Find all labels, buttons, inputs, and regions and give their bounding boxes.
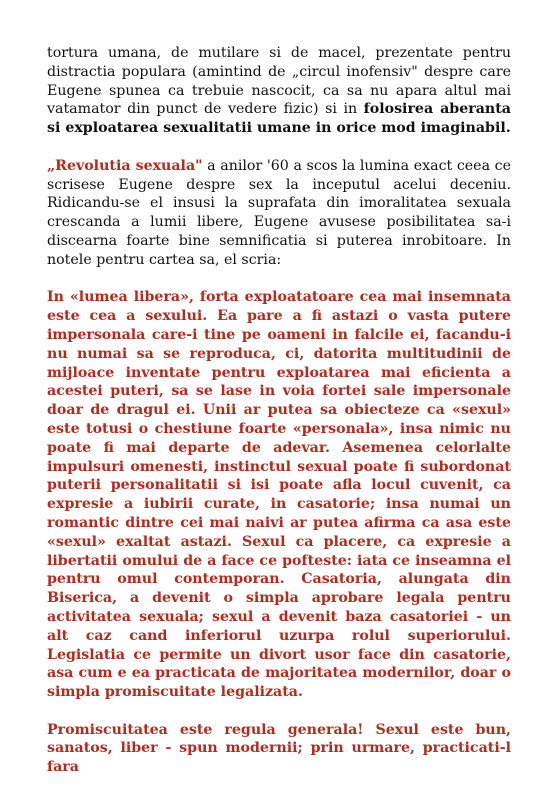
paragraph-2 (47, 157, 511, 270)
quote-paragraph-2: Promiscuitatea este regula generala! Sexul este bun, sanatos, liber - spun modernii; prin urmare, practicati-l fara (47, 721, 511, 776)
paragraph-1 (47, 44, 511, 138)
paragraph-2-text: a anilor '60 a scos la lumina exact ceea ce scrisese Eugene despre sex la inceputul acelui deceniu. Ridicandu-se el insusi la suprafata din imoralitatea sexuala crescanda a lumii libere, Eugene avusese posibilitatea sa-i discearna foarte bine semnificatia si puterea inrobitoare. In notele pentru cartea sa, el scria: (47, 157, 512, 268)
paragraph-2-highlight: „Revolutia sexuala" (47, 157, 203, 174)
paragraph-1-text: tortura umana, de mutilare si de macel, prezentate pentru distractia populara (amintind de „circul inofensiv" despre care Eugene spunea ca trebuie nascocit, ca sa nu apara altul mai vatamator din punct de vedere fizic) si in (47, 45, 511, 118)
document-page (47, 44, 511, 796)
quote-paragraph-1: In «lumea libera», forta exploatatoare cea mai insemnata este cea a sexului. Ea pare a fi astazi o vasta putere impersonala care-i tine pe oameni in falcile ei, facandu-i nu numai sa se reproduca, ci, datorita multitudinii de mijloace inventate pentru exploatarea mai eficienta a acestei puteri, sa se lase in voia fortei sale impersonale doar de dragul ei. Unii ar putea sa obiecteze ca «sexul» este totusi o chestiune foarte «personala», insa nimic nu poate fi mai departe de adevar. Asemenea celorlalte impulsuri omenesti, instinctul sexual poate fi subordonat puterii personalitatii si isi poate afla locul cuvenit, ca expresie a iubirii curate, in casatorie; insa numai un romantic dintre cei mai naivi ar putea afirma ca asa este «sexul» exaltat astazi. Sexul ca placere, ca expresie a libertatii omului de a face ce pofteste: iata ce inseamna el pentru omul contemporan. Casatoria, alungata din Biserica, a devenit o simpla aprobare legala pentru activitatea sexuala; sexul a devenit baza casatoriei - un alt caz cand inferiorul uzurpa rolul superiorului. Legislatia ce permite un divort usor face din casatorie, asa cum e ea practicata de majoritatea modernilor, doar o simpla promiscuitate legalizata. (47, 289, 511, 701)
paragraph-1-emphasis: folosirea aberanta si exploatarea sexualitatii umane in orice mod imaginabil. (47, 101, 511, 137)
